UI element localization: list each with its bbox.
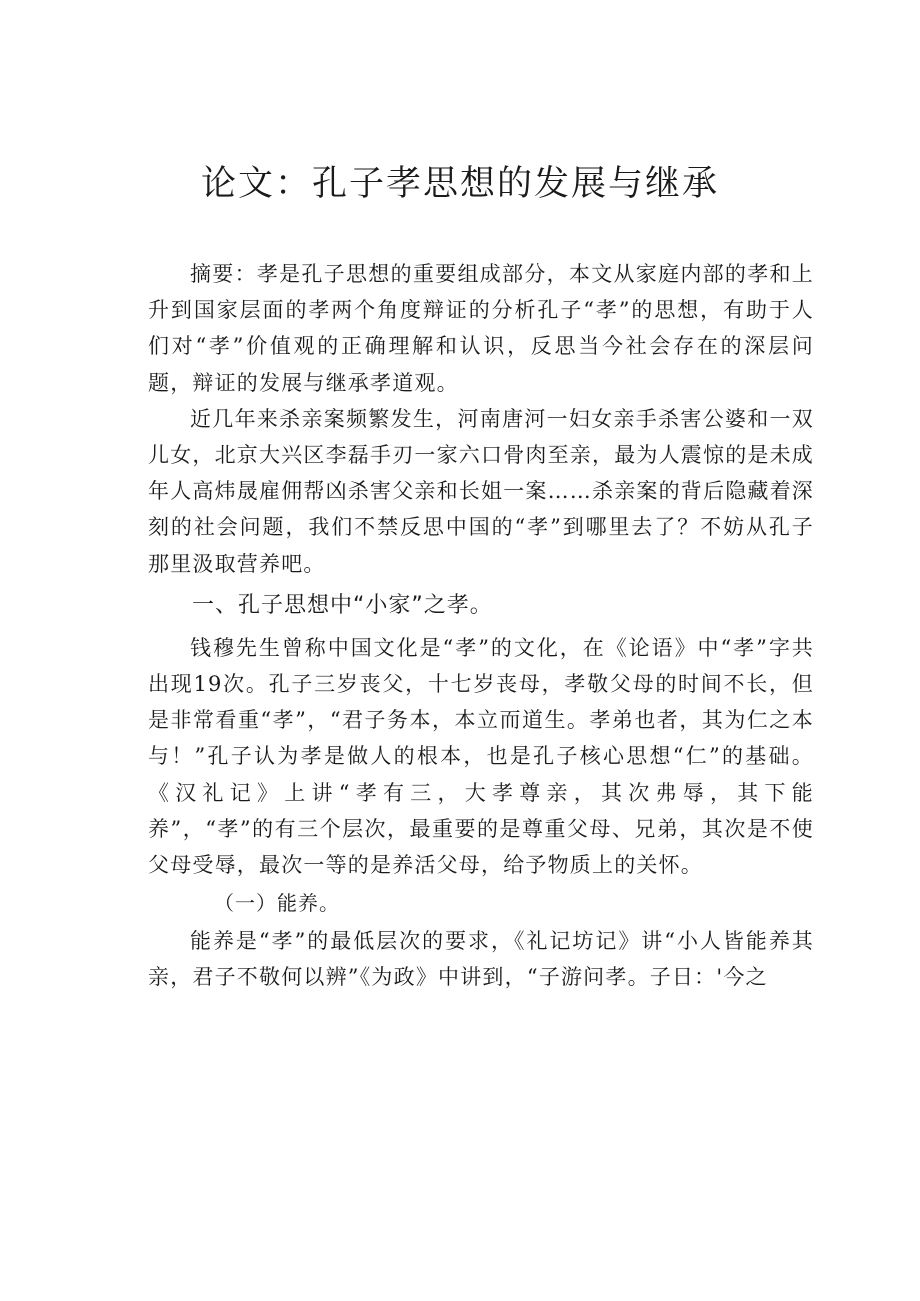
- section-paragraph: 钱穆先生曾称中国文化是“孝”的文化，在《论语》中“孝”字共出现19次。孔子三岁丧父，十七岁丧母，孝敬父母的时间不长，但是非常看重“孝”，“君子务本，本立而道生。孝弟也者，其为仁之本与！”孔子认为孝是做人的根本，也是孔子核心思想“仁”的基础。《汉礼记》上讲“孝有三，大孝尊亲，其次弗辱，其下能养”，“孝”的有三个层次，最重要的是尊重父母、兄弟，其次是不使父母受辱，最次一等的是养活父母，给予物质上的关怀。: [148, 635, 814, 878]
- subsection-paragraph: 能养是“孝”的最低层次的要求，《礼记坊记》讲“小人皆能养其亲，君子不敬何以辨”《为政》中讲到，“子游问孝。子日：'今之: [148, 929, 814, 990]
- abstract-paragraph: 摘要：孝是孔子思想的重要组成部分，本文从家庭内部的孝和上升到国家层面的孝两个角度辩证的分析孔子“孝”的思想，有助于人们对“孝”价值观的正确理解和认识，反思当今社会存在的深层问题，辩证的发展与继承孝道观。: [148, 262, 814, 395]
- section-heading: 一、孔子思想中“小家”之孝。: [192, 592, 493, 618]
- document-body: [148, 256, 814, 996]
- intro-paragraph: 近几年来杀亲案频繁发生，河南唐河一妇女亲手杀害公婆和一双儿女，北京大兴区李磊手刃一家六口骨肉至亲，最为人震惊的是未成年人高炜晟雇佣帮凶杀害父亲和长姐一案……杀亲案的背后隐藏着深刻的社会问题，我们不禁反思中国的“孝”到哪里去了？不妨从孔子那里汲取营养吧。: [148, 406, 814, 576]
- document-title: 论文：孔子孝思想的发展与继承: [200, 164, 719, 204]
- subsection-heading: （一）能养。: [214, 891, 340, 916]
